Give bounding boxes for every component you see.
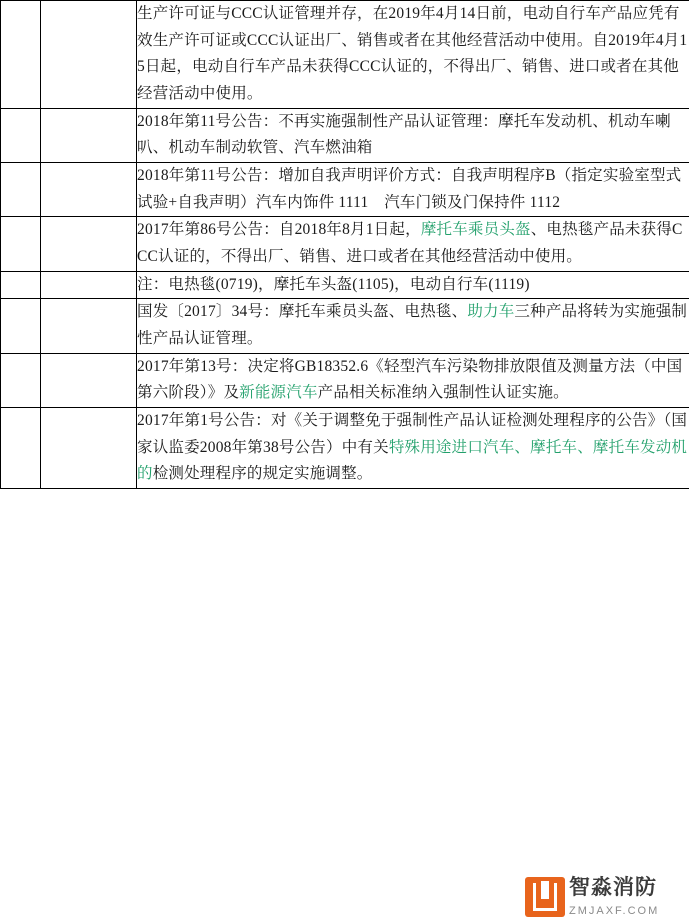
table-cell-empty-b [41, 271, 137, 299]
watermark-main-text: 智淼消防 [569, 876, 657, 899]
cell-text-segment: 、电热毯产品未获得CCC认证的，不得出厂、销售、进口或者在其他经营活动中使用。 [137, 221, 683, 265]
table-cell-empty-a [1, 299, 41, 353]
table-cell-empty-a [1, 353, 41, 407]
cell-text-segment-highlight: 新能源汽车 [239, 384, 318, 402]
watermark-sub-text: ZMJAXF.COM [569, 905, 660, 917]
cell-text-segment: 2018年第11号公告：增加自我声明评价方式：自我声明程序B（指定实验室型式试验+自我声明）汽车内饰件 1111 汽车门锁及门保持件 1112 [137, 166, 682, 211]
cell-text-segment-highlight: 助力车 [467, 303, 515, 321]
cell-paragraph [137, 354, 689, 407]
cell-text-segment-highlight: 摩托车乘员头盔 [420, 221, 531, 239]
table-cell-content [137, 271, 689, 299]
table-row [1, 1, 689, 109]
table-cell-empty-a [1, 108, 41, 162]
table-cell-empty-b [41, 108, 137, 162]
cell-text-segment: 2017年第13号：决定将GB18352.6《轻型汽车污染物排放限值及测量方法（中国第六阶段）》及 [137, 357, 683, 402]
table-cell-empty-a [1, 407, 41, 488]
flame-logo-icon [525, 877, 565, 917]
cell-paragraph [137, 272, 689, 299]
cell-text-segment: 2018年第11号公告：不再实施强制性产品认证管理：摩托车发动机、机动车喇叭、机动车制动软管、汽车燃油箱 [137, 112, 671, 157]
cell-text-segment: 国发〔2017〕34号：摩托车乘员头盔、电热毯、 [137, 303, 468, 321]
table-cell-empty-a [1, 217, 41, 271]
cell-paragraph [137, 299, 689, 352]
table-cell-empty-b [41, 407, 137, 488]
cell-paragraph [137, 1, 689, 108]
cell-text-segment: 注：电热毯(0719)，摩托车头盔(1105)，电动自行车(1119) [137, 275, 530, 293]
cell-text-segment-highlight: 特殊用途进口汽车、摩托车、摩托车发动机的 [137, 438, 688, 483]
table-row [1, 271, 689, 299]
table-cell-empty-a [1, 271, 41, 299]
table-row [1, 162, 689, 216]
cell-text-segment: 检测处理程序的规定实施调整。 [152, 465, 373, 483]
table-cell-content [137, 353, 689, 407]
cell-text-segment: 产品相关标准纳入强制性认证实施。 [317, 384, 569, 402]
table-row [1, 217, 689, 271]
table-cell-empty-a [1, 162, 41, 216]
table-cell-empty-b [41, 299, 137, 353]
table-row [1, 108, 689, 162]
table-cell-content [137, 162, 689, 216]
cell-text-segment: 三种产品将转为实施强制性产品认证管理。 [137, 303, 688, 347]
table-cell-content [137, 299, 689, 353]
table-cell-content [137, 108, 689, 162]
table-cell-empty-b [41, 1, 137, 109]
table-cell-content [137, 217, 689, 271]
table-cell-empty-a [1, 1, 41, 109]
cell-paragraph [137, 408, 689, 488]
table-body [1, 1, 689, 489]
cell-paragraph [137, 163, 689, 216]
table-cell-content [137, 1, 689, 109]
table-row [1, 353, 689, 407]
cell-text-segment: 2017年第86号公告：自2018年8月1日起， [137, 221, 421, 239]
table-cell-empty-b [41, 353, 137, 407]
cell-paragraph [137, 217, 689, 270]
table-row [1, 407, 689, 488]
cell-text-segment: 生产许可证与CCC认证管理并存，在2019年4月14日前，电动自行车产品应凭有效生产许可证或CCC认证出厂、销售或者在其他经营活动中使用。自2019年4月15日起，电动自行车产品未获得CCC认证的，不得出厂、销售、进口或者在其他经营活动中使用。 [137, 5, 688, 102]
table-cell-content [137, 407, 689, 488]
cell-paragraph [137, 109, 689, 162]
table-cell-empty-b [41, 162, 137, 216]
watermark [525, 875, 685, 919]
cell-text-segment: 2017年第1号公告：对《关于调整免于强制性产品认证检测处理程序的公告》（国家认监委2008年第38号公告）中有关 [137, 411, 688, 456]
table-cell-empty-b [41, 217, 137, 271]
table-row [1, 299, 689, 353]
